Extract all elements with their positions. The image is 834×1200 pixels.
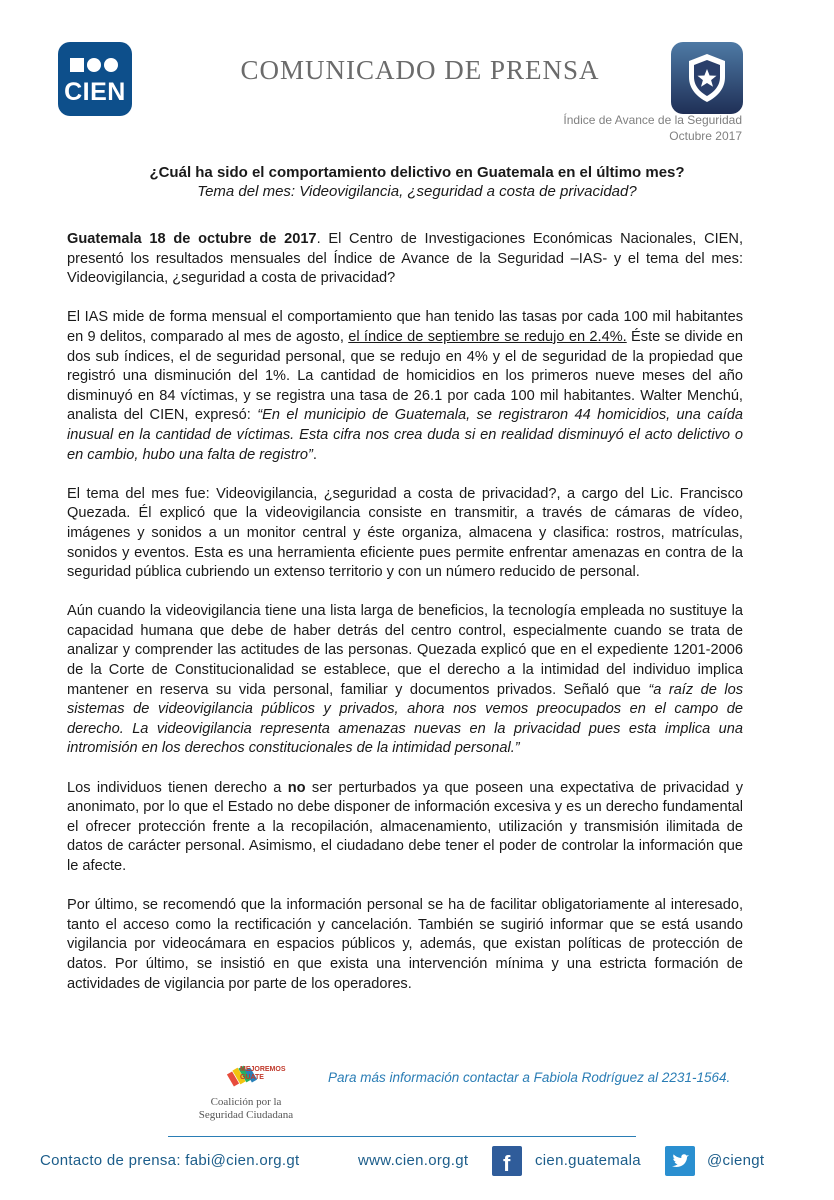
index-name: Índice de Avance de la Seguridad: [563, 113, 742, 127]
coalition-logo: [188, 1062, 304, 1122]
dateline: Guatemala 18 de octubre de 2017: [67, 231, 317, 247]
paragraph-6: Por último, se recomendó que la información personal se ha de facilitar obligatoriamente al interesado, tanto el acceso como la rectificación y cancelación. También se sugirió informar que se está usando vigilancia por videocámara en espacios públicos y, además, que existan políticas de protección de datos. Por último, se insistió en que exista una intervención mínima y una estricta formación de actividades de vigilancia por parte de los operadores.: [67, 897, 743, 992]
facebook-handle[interactable]: cien.guatemala: [535, 1152, 641, 1169]
emphasis-no: no: [287, 779, 306, 796]
headline-question: ¿Cuál ha sido el comportamiento delictivo en Guatemala en el último mes?: [149, 164, 685, 181]
paragraph-5: [67, 779, 743, 877]
paragraph-4: [67, 602, 743, 759]
facebook-icon[interactable]: [492, 1146, 522, 1176]
cien-logo-mark: [58, 58, 132, 76]
paragraph-1-text: . El Centro de Investigaciones Económicas Nacionales, CIEN, presentó los resultados mensuales del Índice de Avance de la Seguridad –IAS- y el tema del mes: Videovigilancia, ¿seguridad a costa de privacidad?: [67, 231, 744, 287]
paragraph-5-text-b: ser perturbados ya que poseen una expectativa de privacidad y anonimato, por lo que el Estado no debe disponer de información excesiva y es un derecho fundamental el ofrecer protección frente a la recopilación, almacenamiento, utilización y transmisión ilimitada de datos de carácter personal. Asimismo, el ciudadano debe tener el poder de controlar la información que le afecte.: [67, 779, 743, 874]
footer-divider: [168, 1136, 636, 1137]
paragraph-2-text-b: Éste se divide en dos sub índices, el de seguridad personal, que se redujo en 4% y el de seguridad de la propiedad que registró una disminución del 1%. La cantidad de homicidios en los primeros nueve meses del año disminuyó en 84 víctimas, y se registra una tasa de 26.1 por cada 100 mil habitantes. Walter Menchú, analista del CIEN, expresó:: [67, 328, 744, 424]
security-shield-icon: [671, 42, 743, 114]
paragraph-2: [67, 308, 743, 465]
paragraph-4-text: Aún cuando la videovigilancia tiene una lista larga de beneficios, la tecnología empleada no sustituye la capacidad humana que debe de haber detrás del centro control, especialmente cuando se trata de analizar y comprender las actitudes de las personas. Quezada explicó que en el expediente 1201-2006 de la Corte de Constitucionalidad se establece, que el derecho a la intimidad del individuo implica mantener en reserva su vida personal, familiar y documentos privados. Señaló que: [67, 603, 743, 698]
paragraph-2-text-a: El IAS mide de forma mensual el comportamiento que han tenido las tasas por cada 100 mil habitantes en 9 delitos, comparado al mes de agosto,: [67, 309, 743, 345]
headline: [67, 163, 767, 201]
header-subtitle: [563, 112, 742, 144]
paragraph-2-end: .: [312, 446, 317, 463]
website-link[interactable]: www.cien.org.gt: [358, 1152, 469, 1169]
coalition-caption-line2: Seguridad Ciudadana: [198, 1109, 294, 1121]
paragraph-3: El tema del mes fue: Videovigilancia, ¿seguridad a costa de privacidad?, a cargo del Lic. Francisco Quezada. Él explicó que la videovigilancia consiste en transmitir, a través de cámaras de vídeo, imágenes y sonidos a un monitor central y éste organiza, almacena y clasifica: rostros, matrículas, sonidos y eventos. Esta es una herramienta eficiente pues permite enfrentar amenazas en contra de la seguridad pública cubriendo un extenso territorio y con un número reducido de personal.: [67, 485, 743, 581]
twitter-handle[interactable]: @ciengt: [707, 1152, 765, 1169]
coalition-caption-line1: Coalición por la: [210, 1096, 282, 1108]
mejoremos-text: MEJOREMOS: [240, 1066, 286, 1073]
press-release-body: [67, 230, 743, 1014]
speaker-quote: “a raíz de los sistemas de videovigilancia públicos y privados, ahora nos vemos preocupados en el campo de derecho. La videovigilancia representa amenazas nuevas en la privacidad pues esta implica una intromisión en los derechos constitucionales de la intimidad personal.”: [67, 681, 744, 757]
mejoremos-guate-label: [240, 1066, 286, 1082]
analyst-quote: “En el municipio de Guatemala, se registraron 44 homicidios, una caída inusual en la cantidad de víctimas. Esta cifra nos crea duda si en realidad disminuyó el acto delictivo o en cambio, hubo una falta de registro”: [67, 407, 744, 463]
cien-logo-text: CIEN: [64, 78, 126, 106]
paragraph-1: [67, 230, 743, 289]
press-contact-email[interactable]: Contacto de prensa: fabi@cien.org.gt: [40, 1152, 300, 1169]
headline-theme: Tema del mes: Videovigilancia, ¿seguridad a costa de privacidad?: [197, 183, 637, 200]
svg-text:f: f: [503, 1151, 511, 1176]
cien-logo: [58, 42, 132, 116]
guate-text: GUATE: [240, 1074, 264, 1081]
twitter-icon[interactable]: [665, 1146, 695, 1176]
paragraph-5-text-a: Los individuos tienen derecho a: [67, 779, 288, 796]
contact-info-line: Para más información contactar a Fabiola Rodríguez al 2231-1564.: [328, 1070, 731, 1085]
page-title: COMUNICADO DE PRENSA: [240, 55, 600, 85]
coalition-caption: [188, 1096, 304, 1122]
highlighted-result: el índice de septiembre se redujo en 2.4%.: [348, 328, 627, 345]
report-month: Octubre 2017: [669, 129, 742, 143]
